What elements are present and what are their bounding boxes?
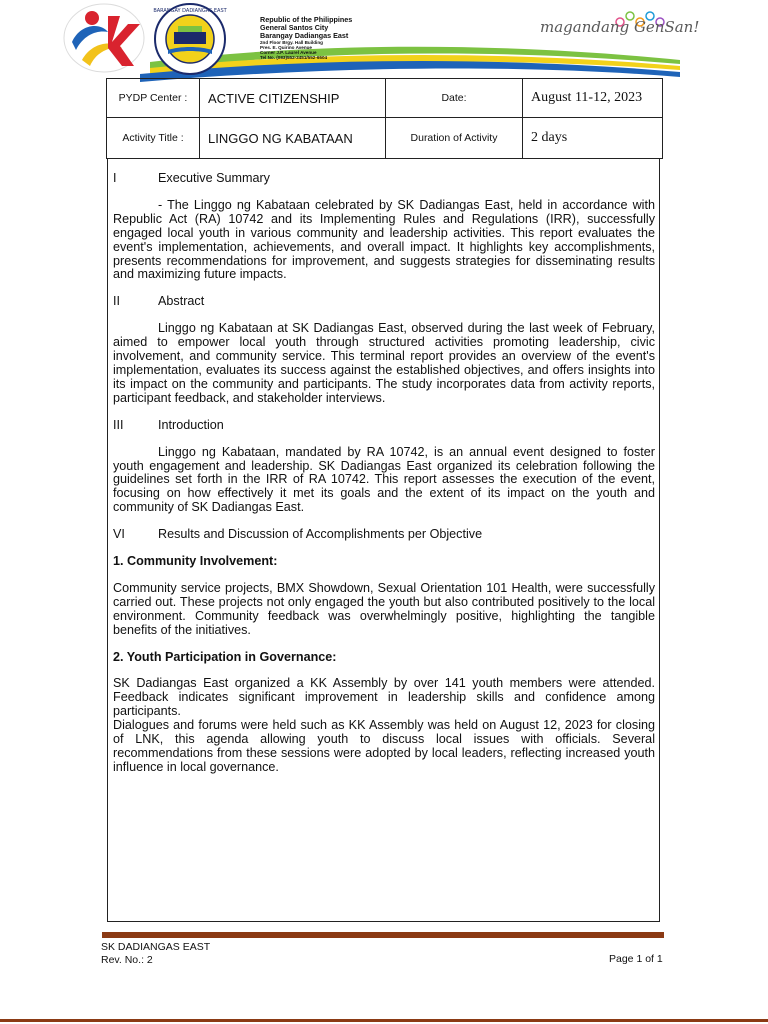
activity-info-table <box>106 78 663 159</box>
section-number: II <box>113 294 120 309</box>
activity-title-value: LINGGO NG KABATAAN <box>200 118 386 159</box>
address-line: Barangay Dadiangas East <box>260 31 349 40</box>
section-heading <box>113 295 655 309</box>
section-heading <box>113 419 655 433</box>
barangay-seal <box>150 2 230 76</box>
address-detail: Tel No. (083)552-3451/552-6504 <box>260 55 328 60</box>
date-label: Date: <box>386 79 523 118</box>
section-number: III <box>113 417 124 432</box>
footer-page-number: Page 1 of 1 <box>609 953 663 965</box>
executive-summary-text: - The Linggo ng Kabataan celebrated by SK Dadiangas East, held in accordance with Republic Act (RA) 10742 and its Implementing Rules and Regulations (IRR), successfully engaged local youth in various community and leadership activities. This report evaluates the event's implementation, achievements, and overall impact. It highlights key accomplishments, presents recommendations for improvement, and suggests strategies for disseminating results and maximizing future impacts. <box>113 197 655 282</box>
section-title: Introduction <box>158 417 224 432</box>
activity-title-label: Activity Title : <box>107 118 200 159</box>
address-detail: 2nd Floor Brgy. Hall Building <box>260 40 323 45</box>
footer-org: SK DADIANGAS EAST <box>101 941 211 953</box>
seal-text: BARANGAY DADIANGAS EAST <box>153 8 227 14</box>
sk-logo <box>62 2 146 74</box>
footer-left <box>101 941 210 966</box>
abstract-text: Linggo ng Kabataan at SK Dadiangas East, observed during the last week of February, aimed to empower local youth through structured activities promoting leadership, civic involvement, and community service. This terminal report provides an overview of the event's implementation, evaluates its success against the established objectives, and offers insights into its impact on the community and participants. The study incorporates data from activity reports, participant feedback, and stakeholder interviews. <box>113 321 655 405</box>
address-line: Republic of the Philippines <box>260 15 353 24</box>
date-value: August 11-12, 2023 <box>523 79 663 118</box>
pydp-center-label: PYDP Center : <box>107 79 200 118</box>
youth-participation-text: Dialogues and forums were held such as KK Assembly was held on August 12, 2023 for closing of LNK, this agenda allowing youth to discuss local issues with officials. Several recommendations from these sessions were adopted by local leaders, reflecting increased youth influence in local governance. <box>113 718 655 774</box>
header-address <box>260 16 352 60</box>
section-title: Results and Discussion of Accomplishments per Objective <box>158 527 483 542</box>
community-involvement-text: Community service projects, BMX Showdown, Sexual Orientation 101 Health, were successfully carried out. These projects not only engaged the youth but also contributed positively to the local environment. Community feedback was overwhelmingly positive, highlighting the tangible benefits of the initiatives. <box>113 580 655 637</box>
footer-revision: Rev. No.: 2 <box>101 953 153 966</box>
section-heading <box>113 528 655 542</box>
youth-participation-text: SK Dadiangas East organized a KK Assembly by over 141 youth members were attended. Feedback indicates significant improvement in leadership skills and confidence among participants. <box>113 676 655 719</box>
introduction-text: Linggo ng Kabataan, mandated by RA 10742, is an annual event designed to foster youth engagement and leadership. SK Dadiangas East organized its celebration following the guidelines set forth in the IRR of RA 10742. This report assesses the execution of the event, focusing on how effectively it met its goals and the extent of its impact on the youth and community of SK Dadiangas East. <box>113 444 655 515</box>
section-number: I <box>113 171 117 185</box>
address-line: General Santos City <box>260 23 329 32</box>
subsection-title: 1. Community Involvement: <box>113 554 278 569</box>
report-content <box>113 172 655 788</box>
section-number: VI <box>113 527 125 542</box>
duration-value: 2 days <box>523 118 663 159</box>
duration-label: Duration of Activity <box>386 118 523 159</box>
pydp-center-value: ACTIVE CITIZENSHIP <box>200 79 386 118</box>
page-bottom-line <box>0 1019 768 1022</box>
footer-divider <box>102 932 664 938</box>
section-title: Abstract <box>158 294 205 309</box>
tagline: magandang GenSan! <box>540 18 700 36</box>
section-title: Executive Summary <box>158 171 270 185</box>
section-heading <box>113 172 655 186</box>
address-detail: Corner J.P. Laurel Avenue <box>260 50 317 55</box>
address-detail: Pres. E. Quirino Avenue <box>260 45 312 50</box>
subsection-title: 2. Youth Participation in Governance: <box>113 649 337 664</box>
